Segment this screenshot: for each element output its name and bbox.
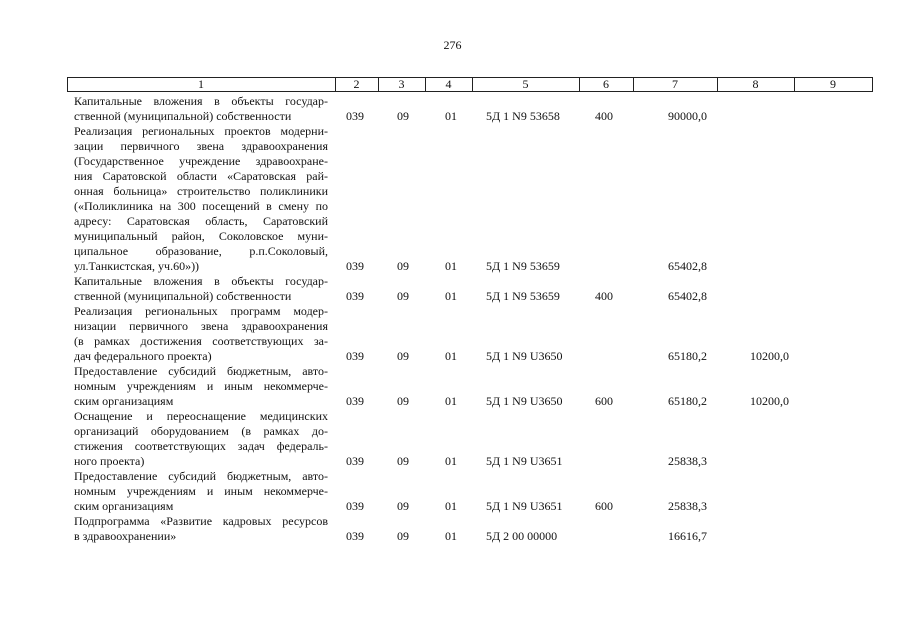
description-line: Капитальные вложения в объекты государ- (74, 94, 328, 108)
page-number: 276 (443, 38, 462, 52)
row-description (74, 124, 328, 274)
cell-col-5: 5Д 1 N9 53658 (486, 109, 560, 123)
cell-col-7: 65180,2 (668, 394, 707, 408)
header-col-5: 5 (522, 77, 529, 91)
table-row (0, 94, 905, 124)
header-divider (872, 77, 873, 92)
description-line: онная больница» строительство поликлиники (74, 184, 328, 198)
cell-col-3: 09 (397, 289, 409, 303)
cell-col-3: 09 (397, 349, 409, 363)
cell-col-3: 09 (397, 109, 409, 123)
description-line: ул.Танкистская, уч.60»)) (74, 259, 200, 273)
cell-col-5: 5Д 1 N9 53659 (486, 259, 560, 273)
cell-col-5: 5Д 1 N9 U3650 (486, 394, 563, 408)
description-line: организаций оборудованием (в рамках до- (74, 424, 328, 438)
cell-col-3: 09 (397, 529, 409, 543)
cell-col-4: 01 (445, 259, 457, 273)
description-line: ния Саратовской области «Саратовская рай- (74, 169, 328, 183)
cell-col-7: 25838,3 (668, 454, 707, 468)
table-header (67, 77, 873, 92)
cell-col-3: 09 (397, 454, 409, 468)
row-description (74, 94, 328, 124)
description-line: Реализация региональных программ модер- (74, 304, 328, 318)
table-row (0, 274, 905, 304)
row-description (74, 409, 328, 469)
description-line: стижения соответствующих задач федераль- (74, 439, 328, 453)
cell-col-4: 01 (445, 454, 457, 468)
cell-col-2: 039 (346, 109, 364, 123)
row-description (74, 304, 328, 364)
cell-col-5: 5Д 1 N9 U3650 (486, 349, 563, 363)
cell-col-2: 039 (346, 394, 364, 408)
description-line: Капитальные вложения в объекты государ- (74, 274, 328, 288)
cell-col-4: 01 (445, 109, 457, 123)
description-line: (в рамках достижения соответствующих за- (74, 334, 328, 348)
description-line: в здравоохранении» (74, 529, 177, 543)
cell-col-6: 600 (595, 499, 613, 513)
cell-col-3: 09 (397, 259, 409, 273)
cell-col-4: 01 (445, 499, 457, 513)
header-col-3: 3 (398, 77, 405, 91)
cell-col-7: 65180,2 (668, 349, 707, 363)
description-line: Предоставление субсидий бюджетным, авто- (74, 469, 328, 483)
table-row (0, 514, 905, 544)
description-line: Предоставление субсидий бюджетным, авто- (74, 364, 328, 378)
table-row (0, 409, 905, 469)
header-col-7: 7 (672, 77, 678, 91)
description-line: ским организациям (74, 394, 174, 408)
description-line: адресу: Саратовская область, Саратовский (74, 214, 328, 228)
cell-col-6: 400 (595, 289, 613, 303)
description-line: (Государственное учреждение здравоохране- (74, 154, 328, 168)
cell-col-7: 16616,7 (668, 529, 707, 543)
cell-col-4: 01 (445, 529, 457, 543)
description-line: Подпрограмма «Развитие кадровых ресурсов (74, 514, 328, 528)
row-description (74, 469, 328, 514)
cell-col-4: 01 (445, 394, 457, 408)
description-line: зации первичного звена здравоохранения (74, 139, 328, 153)
header-col-1: 1 (198, 77, 204, 91)
row-description (74, 514, 328, 544)
cell-col-2: 039 (346, 289, 364, 303)
cell-col-7: 25838,3 (668, 499, 707, 513)
cell-col-5: 5Д 1 N9 53659 (486, 289, 560, 303)
cell-col-8: 10200,0 (750, 349, 789, 363)
description-line: низации первичного звена здравоохранения (74, 319, 328, 333)
cell-col-7: 65402,8 (668, 289, 707, 303)
cell-col-3: 09 (397, 499, 409, 513)
row-description (74, 364, 328, 409)
cell-col-2: 039 (346, 529, 364, 543)
cell-col-2: 039 (346, 259, 364, 273)
cell-col-2: 039 (346, 349, 364, 363)
header-col-9: 9 (830, 77, 836, 91)
header-col-2: 2 (353, 77, 360, 91)
header-col-4: 4 (445, 77, 452, 91)
description-line: ного проекта) (74, 454, 145, 468)
cell-col-7: 90000,0 (668, 109, 707, 123)
description-line: Оснащение и переоснащение медицинских (74, 409, 328, 423)
description-line: дач федерального проекта) (74, 349, 212, 363)
description-line: ственной (муниципальной) собственности (74, 289, 292, 303)
table-row (0, 304, 905, 364)
description-line: номным учреждениям и иным некоммерче- (74, 379, 328, 393)
cell-col-2: 039 (346, 454, 364, 468)
cell-col-6: 600 (595, 394, 613, 408)
cell-col-2: 039 (346, 499, 364, 513)
cell-col-5: 5Д 1 N9 U3651 (486, 499, 563, 513)
description-line: Реализация региональных проектов модерни- (74, 124, 328, 138)
description-line: ственной (муниципальной) собственности (74, 109, 292, 123)
cell-col-5: 5Д 1 N9 U3651 (486, 454, 563, 468)
table-row (0, 124, 905, 274)
cell-col-4: 01 (445, 349, 457, 363)
cell-col-5: 5Д 2 00 00000 (486, 529, 558, 543)
header-col-6: 6 (603, 77, 609, 91)
row-description (74, 274, 328, 304)
cell-col-6: 400 (595, 109, 613, 123)
cell-col-7: 65402,8 (668, 259, 707, 273)
description-line: ским организациям (74, 499, 174, 513)
description-line: («Поликлиника на 300 посещений в смену по (74, 199, 328, 213)
description-line: ципальное образование, р.п.Соколовый, (74, 244, 328, 258)
cell-col-4: 01 (445, 289, 457, 303)
description-line: номным учреждениям и иным некоммерче- (74, 484, 328, 498)
description-line: муниципальный район, Соколовское муни- (74, 229, 328, 243)
table-row (0, 469, 905, 514)
cell-col-3: 09 (397, 394, 409, 408)
cell-col-8: 10200,0 (750, 394, 789, 408)
header-col-8: 8 (752, 77, 759, 91)
table-row (0, 364, 905, 409)
